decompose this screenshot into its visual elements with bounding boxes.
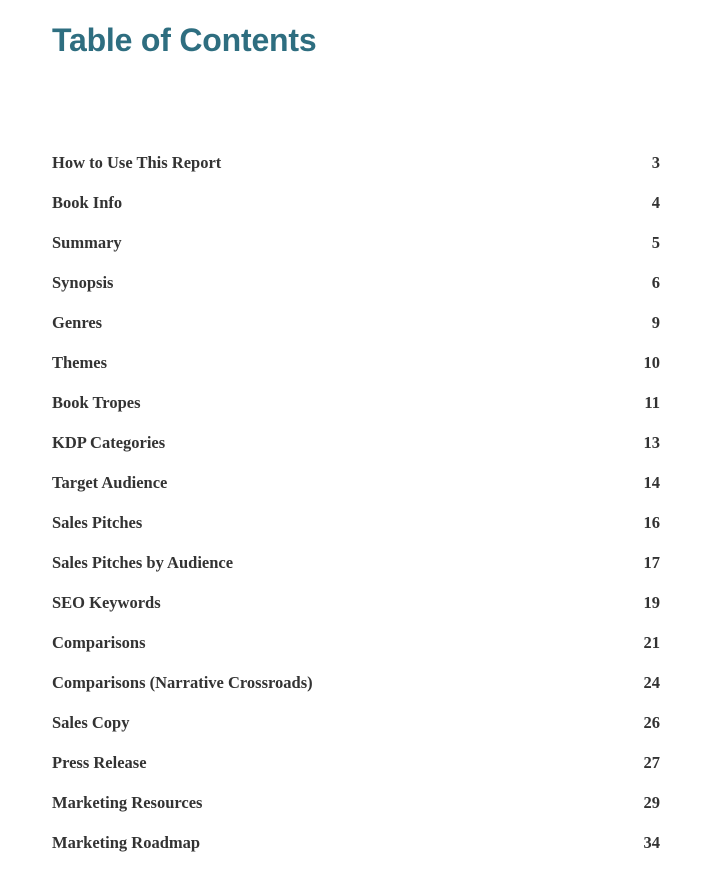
toc-label: Marketing Roadmap [52, 833, 201, 852]
toc-page-number: 17 [643, 553, 660, 572]
toc-entry-how-to-use[interactable] [52, 153, 660, 193]
toc-entry-marketing-roadmap[interactable] [52, 833, 660, 873]
toc-page-number: 4 [651, 193, 660, 212]
toc-entry-summary[interactable] [52, 233, 660, 273]
toc-label: Target Audience [52, 473, 168, 492]
toc-entry-kdp-categories[interactable] [52, 433, 660, 473]
toc-page-number: 26 [643, 713, 660, 732]
toc-label: How to Use This Report [52, 153, 222, 172]
toc-label: SEO Keywords [52, 593, 161, 612]
toc-label: KDP Categories [52, 433, 166, 452]
toc-label: Synopsis [52, 273, 114, 292]
toc-page-number: 34 [643, 833, 660, 852]
toc-label: Genres [52, 313, 103, 332]
page-title: Table of Contents [52, 22, 317, 58]
toc-label: Sales Copy [52, 713, 130, 732]
toc-entry-genres[interactable] [52, 313, 660, 353]
toc-page-number: 14 [643, 473, 660, 492]
toc-page-number: 19 [643, 593, 660, 612]
toc-entry-marketing-resources[interactable] [52, 793, 660, 833]
toc-label: Marketing Resources [52, 793, 203, 812]
toc-entry-book-info[interactable] [52, 193, 660, 233]
toc-page-number: 16 [643, 513, 660, 532]
toc-page-number: 6 [651, 273, 660, 292]
toc-page-number: 3 [651, 153, 660, 172]
toc-page-number: 13 [643, 433, 660, 452]
toc-page-number: 27 [643, 753, 660, 772]
toc-entry-seo-keywords[interactable] [52, 593, 660, 633]
toc-label: Sales Pitches by Audience [52, 553, 234, 572]
toc-label: Book Tropes [52, 393, 141, 412]
toc-page-number: 29 [643, 793, 660, 812]
toc-entry-book-tropes[interactable] [52, 393, 660, 433]
toc-label: Press Release [52, 753, 147, 772]
toc-entry-sales-copy[interactable] [52, 713, 660, 753]
toc-page-number: 10 [643, 353, 660, 372]
toc-label: Sales Pitches [52, 513, 143, 532]
toc-label: Summary [52, 233, 122, 252]
toc-entry-sales-pitches-by-audience[interactable] [52, 553, 660, 593]
toc-label: Comparisons [52, 633, 146, 652]
toc-label: Themes [52, 353, 107, 372]
toc-page-number: 11 [644, 393, 660, 412]
toc-entry-press-release[interactable] [52, 753, 660, 793]
toc-page-number: 9 [651, 313, 660, 332]
toc-entry-synopsis[interactable] [52, 273, 660, 313]
toc-page-number: 24 [643, 673, 660, 692]
toc-entry-comparisons-narrative-crossroads[interactable] [52, 673, 660, 713]
toc-page-number: 5 [651, 233, 660, 252]
toc-list [52, 153, 660, 873]
toc-entry-themes[interactable] [52, 353, 660, 393]
toc-page-number: 21 [643, 633, 660, 652]
toc-label: Comparisons (Narrative Crossroads) [52, 673, 313, 692]
toc-entry-sales-pitches[interactable] [52, 513, 660, 553]
toc-label: Book Info [52, 193, 123, 212]
toc-entry-comparisons[interactable] [52, 633, 660, 673]
toc-entry-target-audience[interactable] [52, 473, 660, 513]
